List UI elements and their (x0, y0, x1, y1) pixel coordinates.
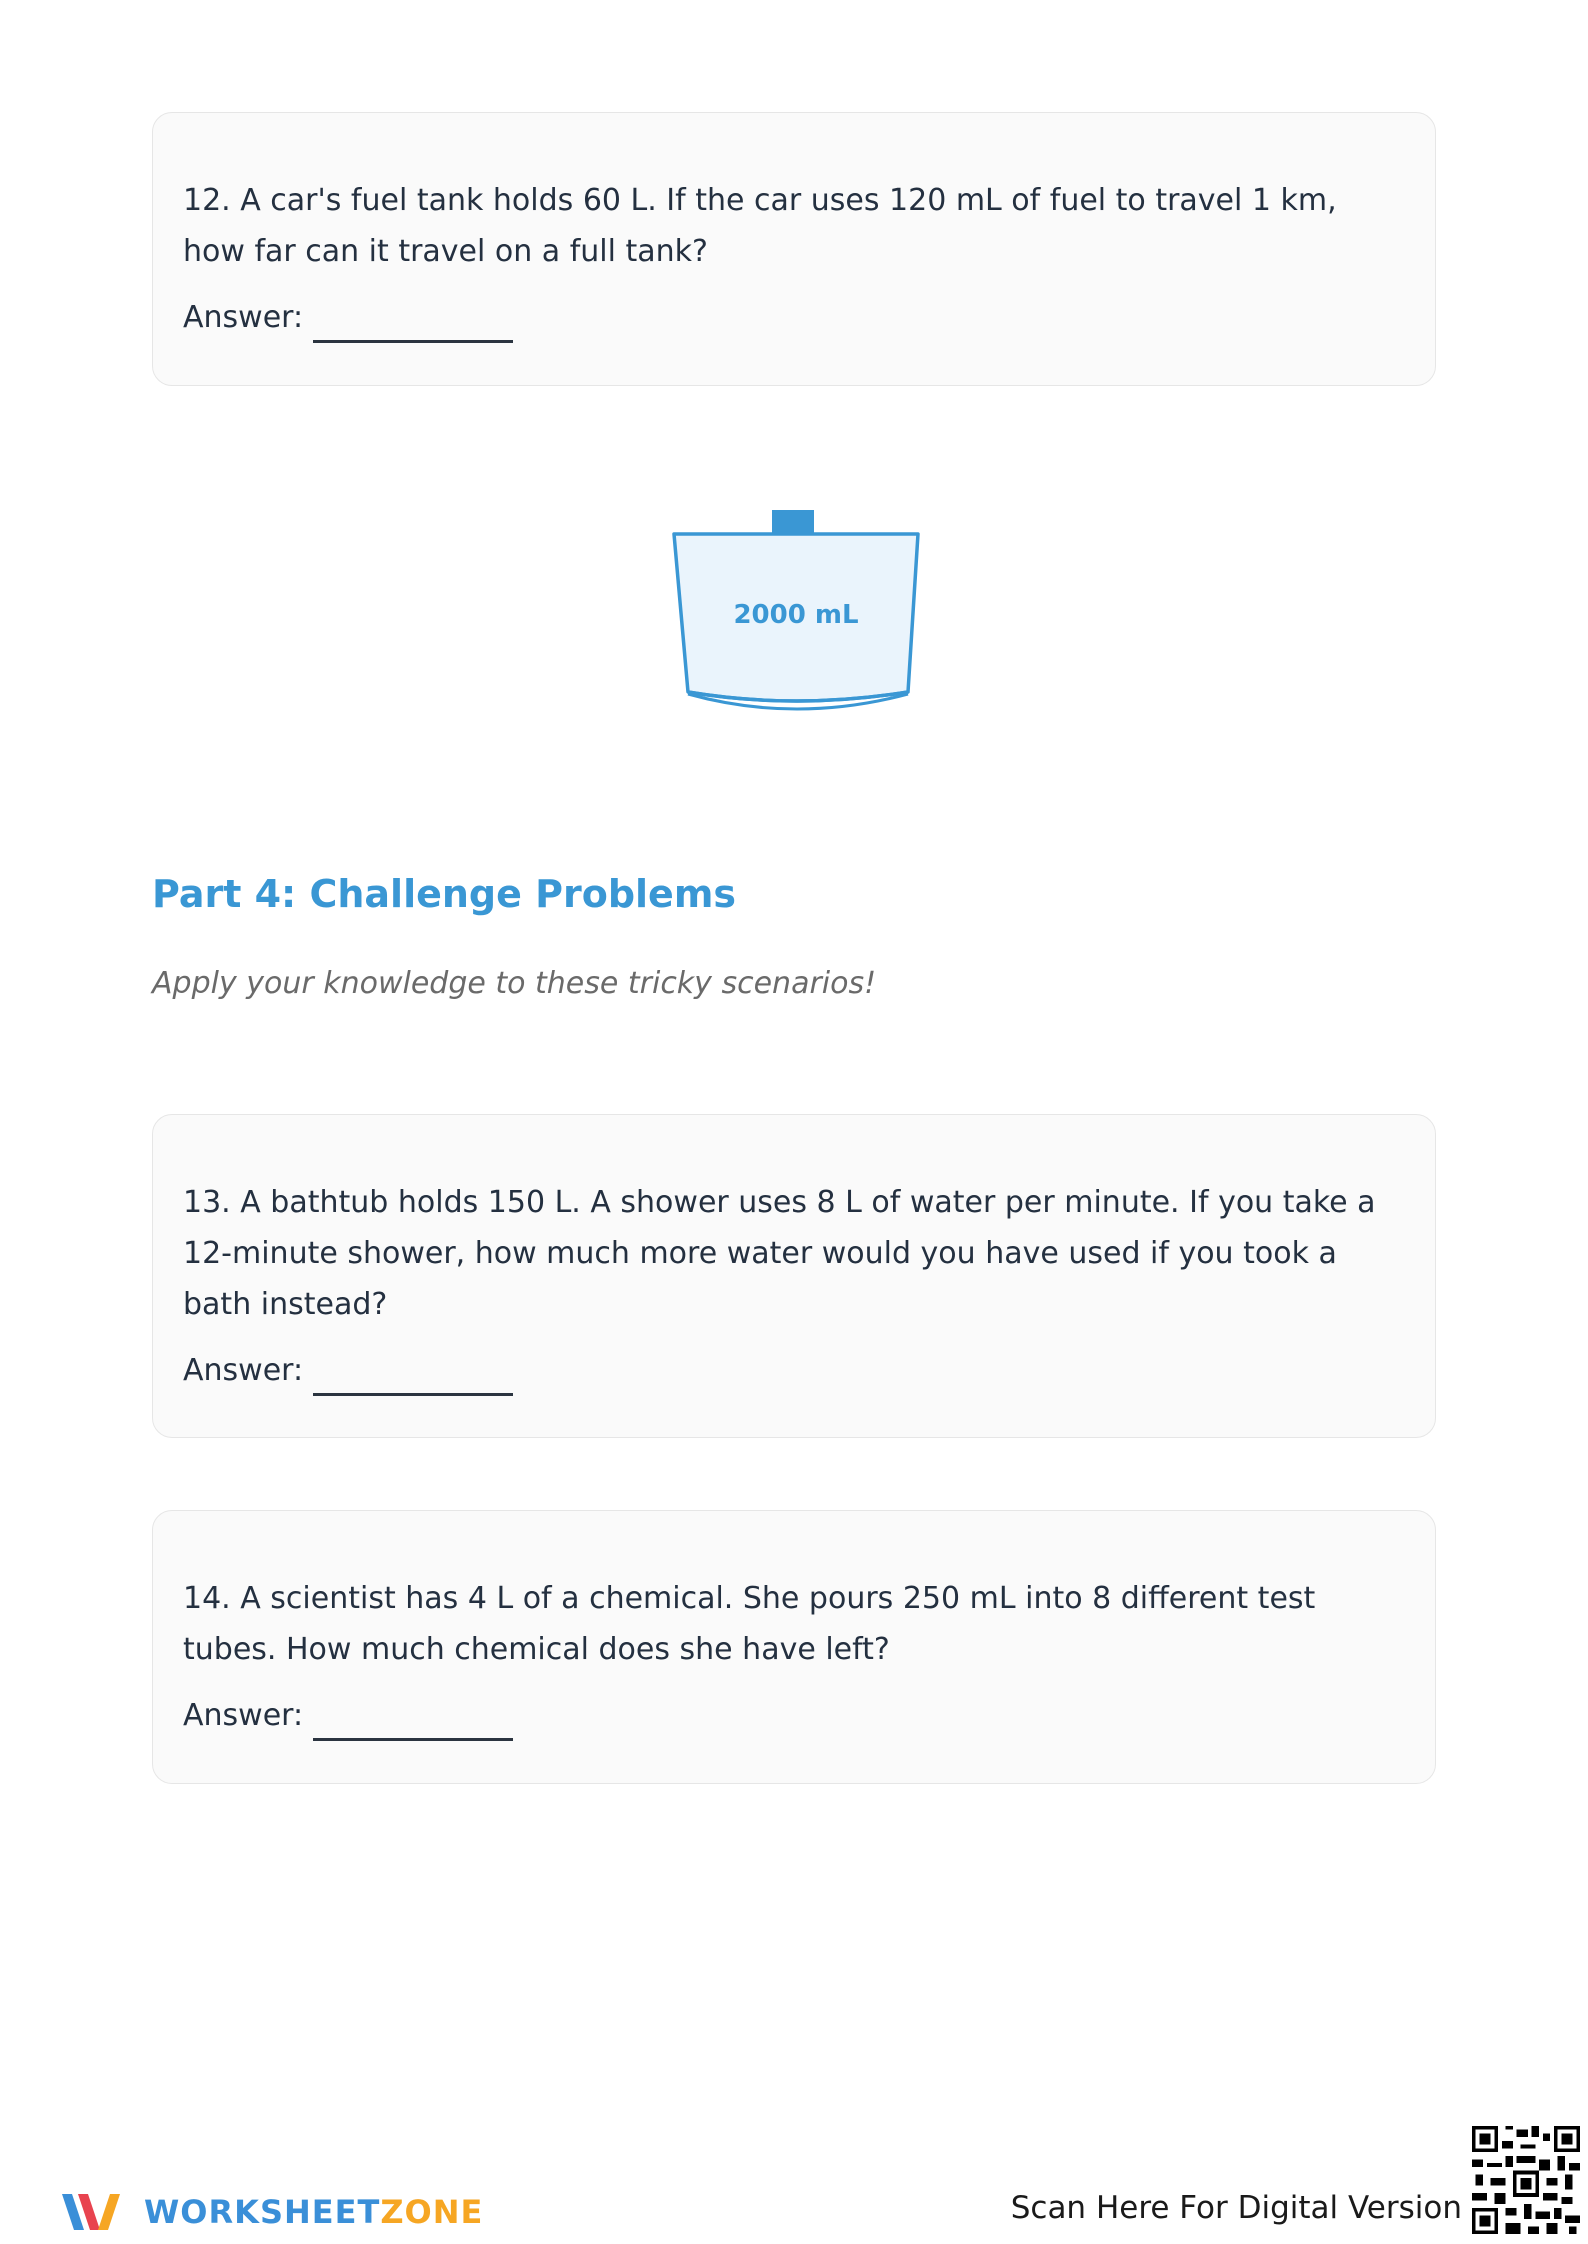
section-subtitle: Apply your knowledge to these tricky scenarios! (152, 966, 877, 1001)
worksheetzone-logo-icon (58, 2186, 132, 2238)
answer-blank[interactable] (313, 1393, 513, 1396)
question-card-13 (152, 1114, 1436, 1438)
answer-row (183, 300, 1405, 335)
brand-name (144, 2193, 483, 2231)
answer-label: Answer: (183, 1353, 304, 1388)
container-icon (668, 510, 924, 720)
brand-name-part1: WORKSHEET (144, 2193, 381, 2231)
brand-name-part2: ZONE (380, 2193, 484, 2231)
container-cap (772, 510, 814, 534)
answer-row (183, 1353, 1405, 1388)
qr-code-icon[interactable] (1472, 2126, 1580, 2234)
question-card-14 (152, 1510, 1436, 1784)
answer-label: Answer: (183, 300, 304, 335)
answer-label: Answer: (183, 1698, 304, 1733)
question-text: 14. A scientist has 4 L of a chemical. She pours 250 mL into 8 different test tubes. How much chemical does she have left? (183, 1581, 1316, 1667)
container-label: 2000 mL (733, 600, 859, 630)
question-text: 12. A car's fuel tank holds 60 L. If the car uses 120 mL of fuel to travel 1 km, how far can it travel on a full tank? (183, 183, 1337, 269)
section-title: Part 4: Challenge Problems (152, 872, 737, 916)
brand-logo[interactable] (58, 2186, 483, 2238)
answer-row (183, 1698, 1405, 1733)
scan-text: Scan Here For Digital Version (1010, 2190, 1462, 2226)
question-card-12 (152, 112, 1436, 386)
answer-blank[interactable] (313, 340, 513, 343)
answer-blank[interactable] (313, 1738, 513, 1741)
question-text: 13. A bathtub holds 150 L. A shower uses 8 L of water per minute. If you take a 12-minute shower, how much more water would you have used if you took a bath instead? (183, 1185, 1376, 1322)
